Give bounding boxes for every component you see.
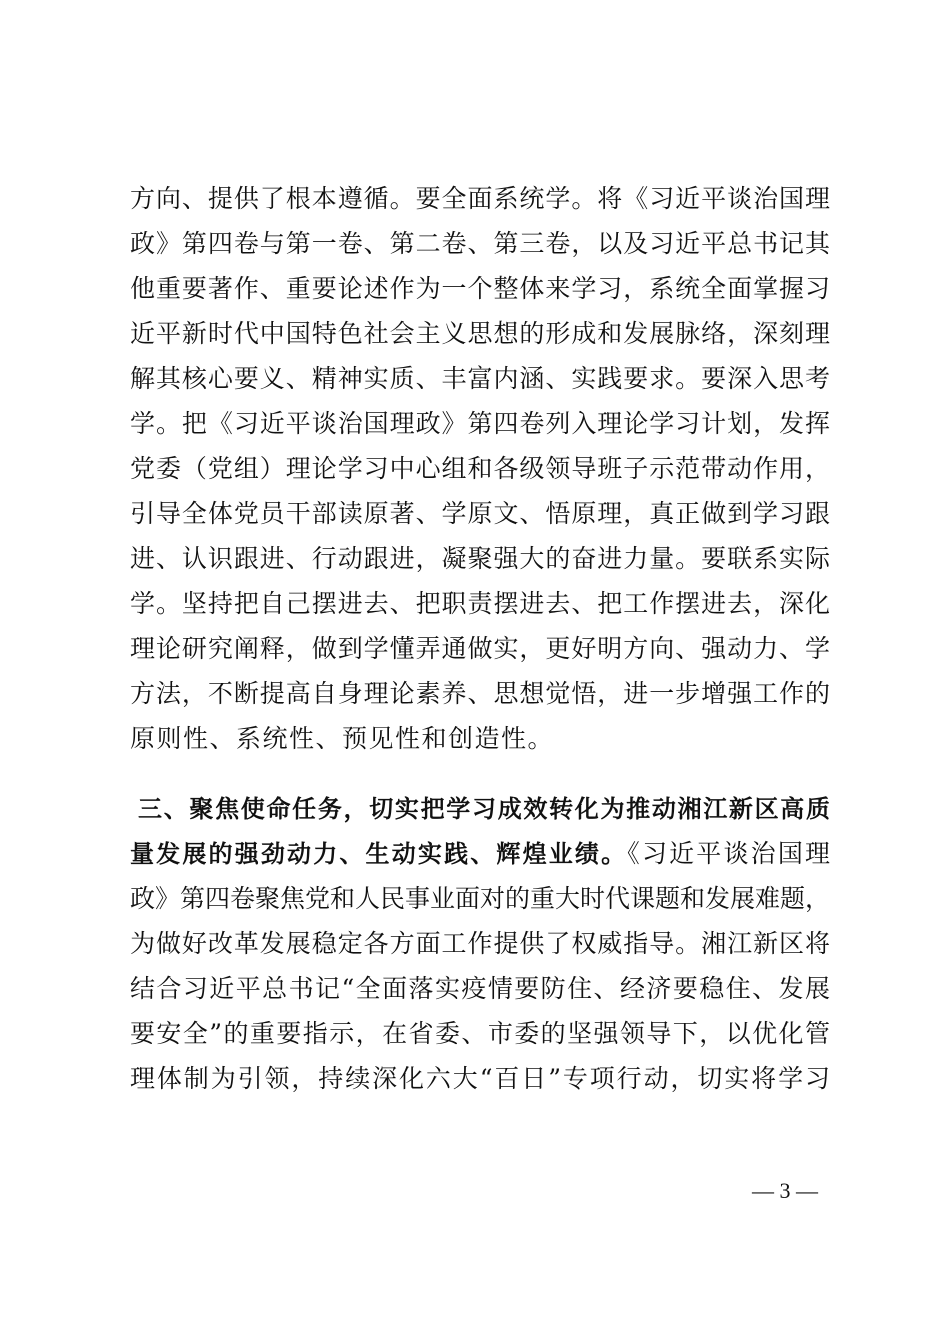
paragraph-line: 结合习近平总书记“全面落实疫情要防住、经济要稳住、发展	[130, 974, 830, 1003]
page-number: — 3 —	[752, 1178, 818, 1203]
paragraph-line: 方向、提供了根本遵循。要全面系统学。将《习近平谈治国理	[130, 184, 830, 213]
paragraph-line: 政》第四卷与第一卷、第二卷、第三卷，以及习近平总书记其	[130, 229, 830, 258]
paragraph-line: 学。坚持把自己摆进去、把职责摆进去、把工作摆进去，深化	[130, 589, 830, 618]
paragraph-line: 他重要著作、重要论述作为一个整体来学习，系统全面掌握习	[130, 274, 830, 303]
paragraph-line: 学。把《习近平谈治国理政》第四卷列入理论学习计划，发挥	[130, 409, 830, 438]
paragraph-line: 要安全”的重要指示，在省委、市委的坚强领导下，以优化管	[130, 1019, 830, 1048]
paragraph-line: 近平新时代中国特色社会主义思想的形成和发展脉络，深刻理	[130, 319, 830, 348]
paragraph-line: 进、认识跟进、行动跟进，凝聚强大的奋进力量。要联系实际	[130, 544, 830, 573]
paragraph-line: 党委（党组）理论学习中心组和各级领导班子示范带动作用，	[130, 454, 830, 483]
section-heading-text: 量发展的强劲动力、生动实践、辉煌业绩。	[130, 840, 628, 868]
paragraph-line: 方法，不断提高自身理论素养、思想觉悟，进一步增强工作的	[130, 679, 830, 708]
paragraph-spacer	[130, 761, 830, 786]
section-heading-line	[130, 786, 830, 831]
paragraph-line: 为做好改革发展稳定各方面工作提供了权威指导。湘江新区将	[130, 929, 830, 958]
paragraph-line: 政》第四卷聚焦党和人民事业面对的重大时代课题和发展难题，	[130, 884, 831, 913]
paragraph-line: 理体制为引领，持续深化六大“百日”专项行动，切实将学习	[130, 1064, 830, 1093]
section-mixed-line	[130, 831, 830, 876]
section-heading-text: 三、聚焦使命任务，切实把学习成效转化为推动湘江新区高质	[138, 795, 830, 823]
paragraph-text: 《习近平谈治国理	[627, 839, 830, 868]
paragraph-line: 理论研究阐释，做到学懂弄通做实，更好明方向、强动力、学	[130, 634, 830, 663]
document-body	[130, 176, 830, 1101]
paragraph-line: 解其核心要义、精神实质、丰富内涵、实践要求。要深入思考	[130, 364, 830, 393]
paragraph-line: 引导全体党员干部读原著、学原文、悟原理，真正做到学习跟	[130, 499, 830, 528]
paragraph-line: 原则性、系统性、预见性和创造性。	[130, 724, 555, 753]
